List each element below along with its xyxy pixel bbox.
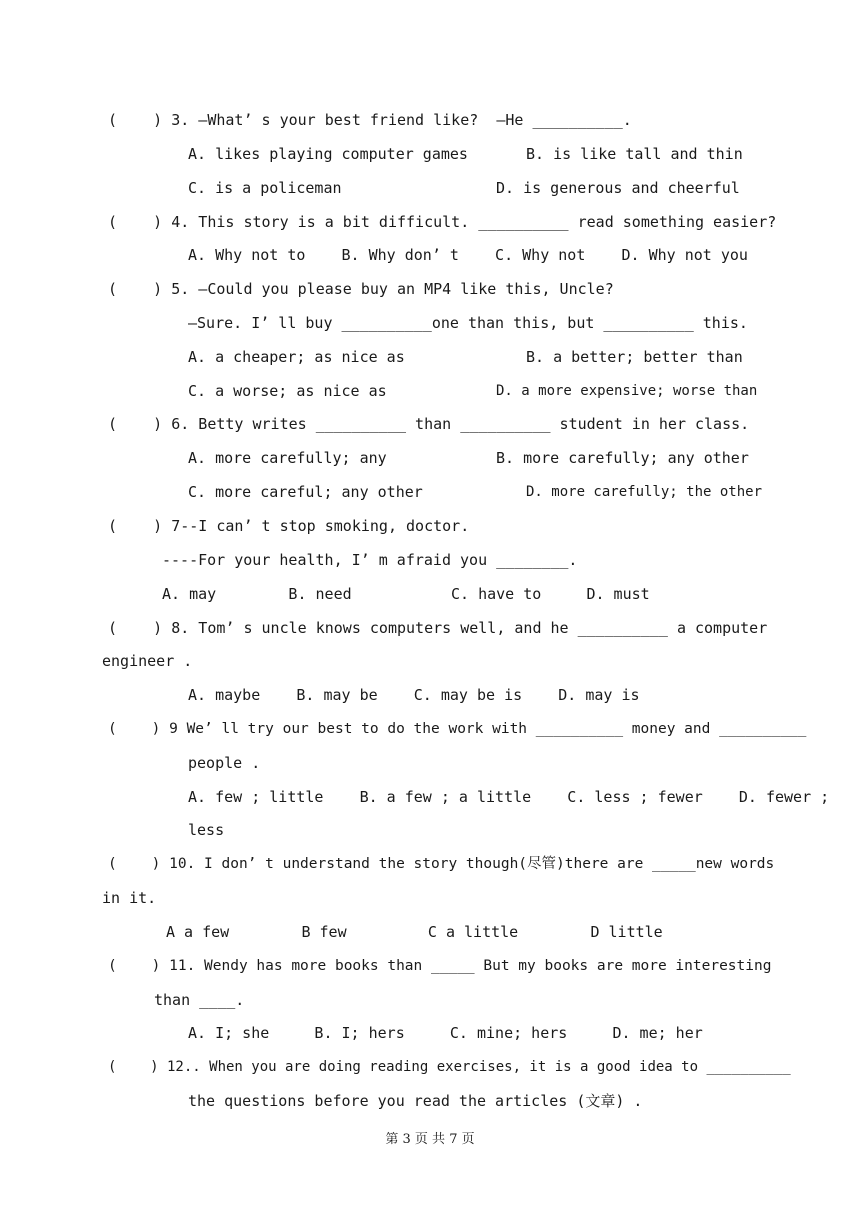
question-9-options: A. few ; little B. a few ; a little C. less ; fewer D. fewer ; <box>188 788 830 806</box>
question-5-line-2: —Sure. I’ ll buy __________one than this, but __________ this. <box>188 314 748 332</box>
question-11-options: A. I; she B. I; hers C. mine; hers D. me; her <box>188 1024 703 1042</box>
question-5-option-a: A. a cheaper; as nice as <box>188 348 405 366</box>
question-3-option-b: B. is like tall and thin <box>526 145 743 163</box>
question-11-continuation: than ____. <box>154 991 245 1009</box>
question-9-stem: ( ) 9 We’ ll try our best to do the work with __________ money and __________ <box>108 721 807 737</box>
question-8-stem: ( ) 8. Tom’ s uncle knows computers well, and he __________ a computer <box>108 619 768 637</box>
question-3-stem: ( ) 3. —What’ s your best friend like? —He __________. <box>108 111 632 129</box>
question-6-stem: ( ) 6. Betty writes __________ than __________ student in her class. <box>108 415 750 433</box>
question-12-stem: ( ) 12.. When you are doing reading exercises, it is a good idea to __________ <box>108 1059 791 1075</box>
question-10-stem: ( ) 10. I don’ t understand the story though(尽管)there are _____new words <box>108 856 775 872</box>
question-7-stem: ( ) 7--I can’ t stop smoking, doctor. <box>108 517 470 535</box>
question-5-option-c: C. a worse; as nice as <box>188 382 387 400</box>
question-9-continuation: people . <box>188 754 261 772</box>
question-7-line-2: ----For your health, I’ m afraid you ________. <box>162 551 578 569</box>
question-9-options-continuation: less <box>188 821 225 839</box>
question-7-options: A. may B. need C. have to D. must <box>162 585 650 603</box>
question-8-options: A. maybe B. may be C. may be is D. may is <box>188 686 640 704</box>
question-10-options: A a few B few C a little D little <box>166 923 663 941</box>
question-5-stem: ( ) 5. —Could you please buy an MP4 like this, Uncle? <box>108 280 614 298</box>
question-5-option-b: B. a better; better than <box>526 348 743 366</box>
question-6-option-c: C. more careful; any other <box>188 483 423 501</box>
question-5-option-d: D. a more expensive; worse than <box>496 383 758 399</box>
question-6-option-a: A. more carefully; any <box>188 449 387 467</box>
question-8-continuation: engineer . <box>102 652 193 670</box>
question-4-stem: ( ) 4. This story is a bit difficult. __________ read something easier? <box>108 213 777 231</box>
question-3-option-d: D. is generous and cheerful <box>496 179 740 197</box>
question-12-continuation: the questions before you read the articles (文章) . <box>188 1092 643 1110</box>
question-11-stem: ( ) 11. Wendy has more books than _____ But my books are more interesting <box>108 958 772 974</box>
question-3-option-c: C. is a policeman <box>188 179 342 197</box>
question-10-continuation: in it. <box>102 889 157 907</box>
question-4-options: A. Why not to B. Why don’ t C. Why not D. Why not you <box>188 246 748 264</box>
question-6-option-d: D. more carefully; the other <box>526 484 763 500</box>
question-6-option-b: B. more carefully; any other <box>496 449 749 467</box>
page-footer: 第 3 页 共 7 页 <box>385 1132 475 1147</box>
question-3-option-a: A. likes playing computer games <box>188 145 468 163</box>
